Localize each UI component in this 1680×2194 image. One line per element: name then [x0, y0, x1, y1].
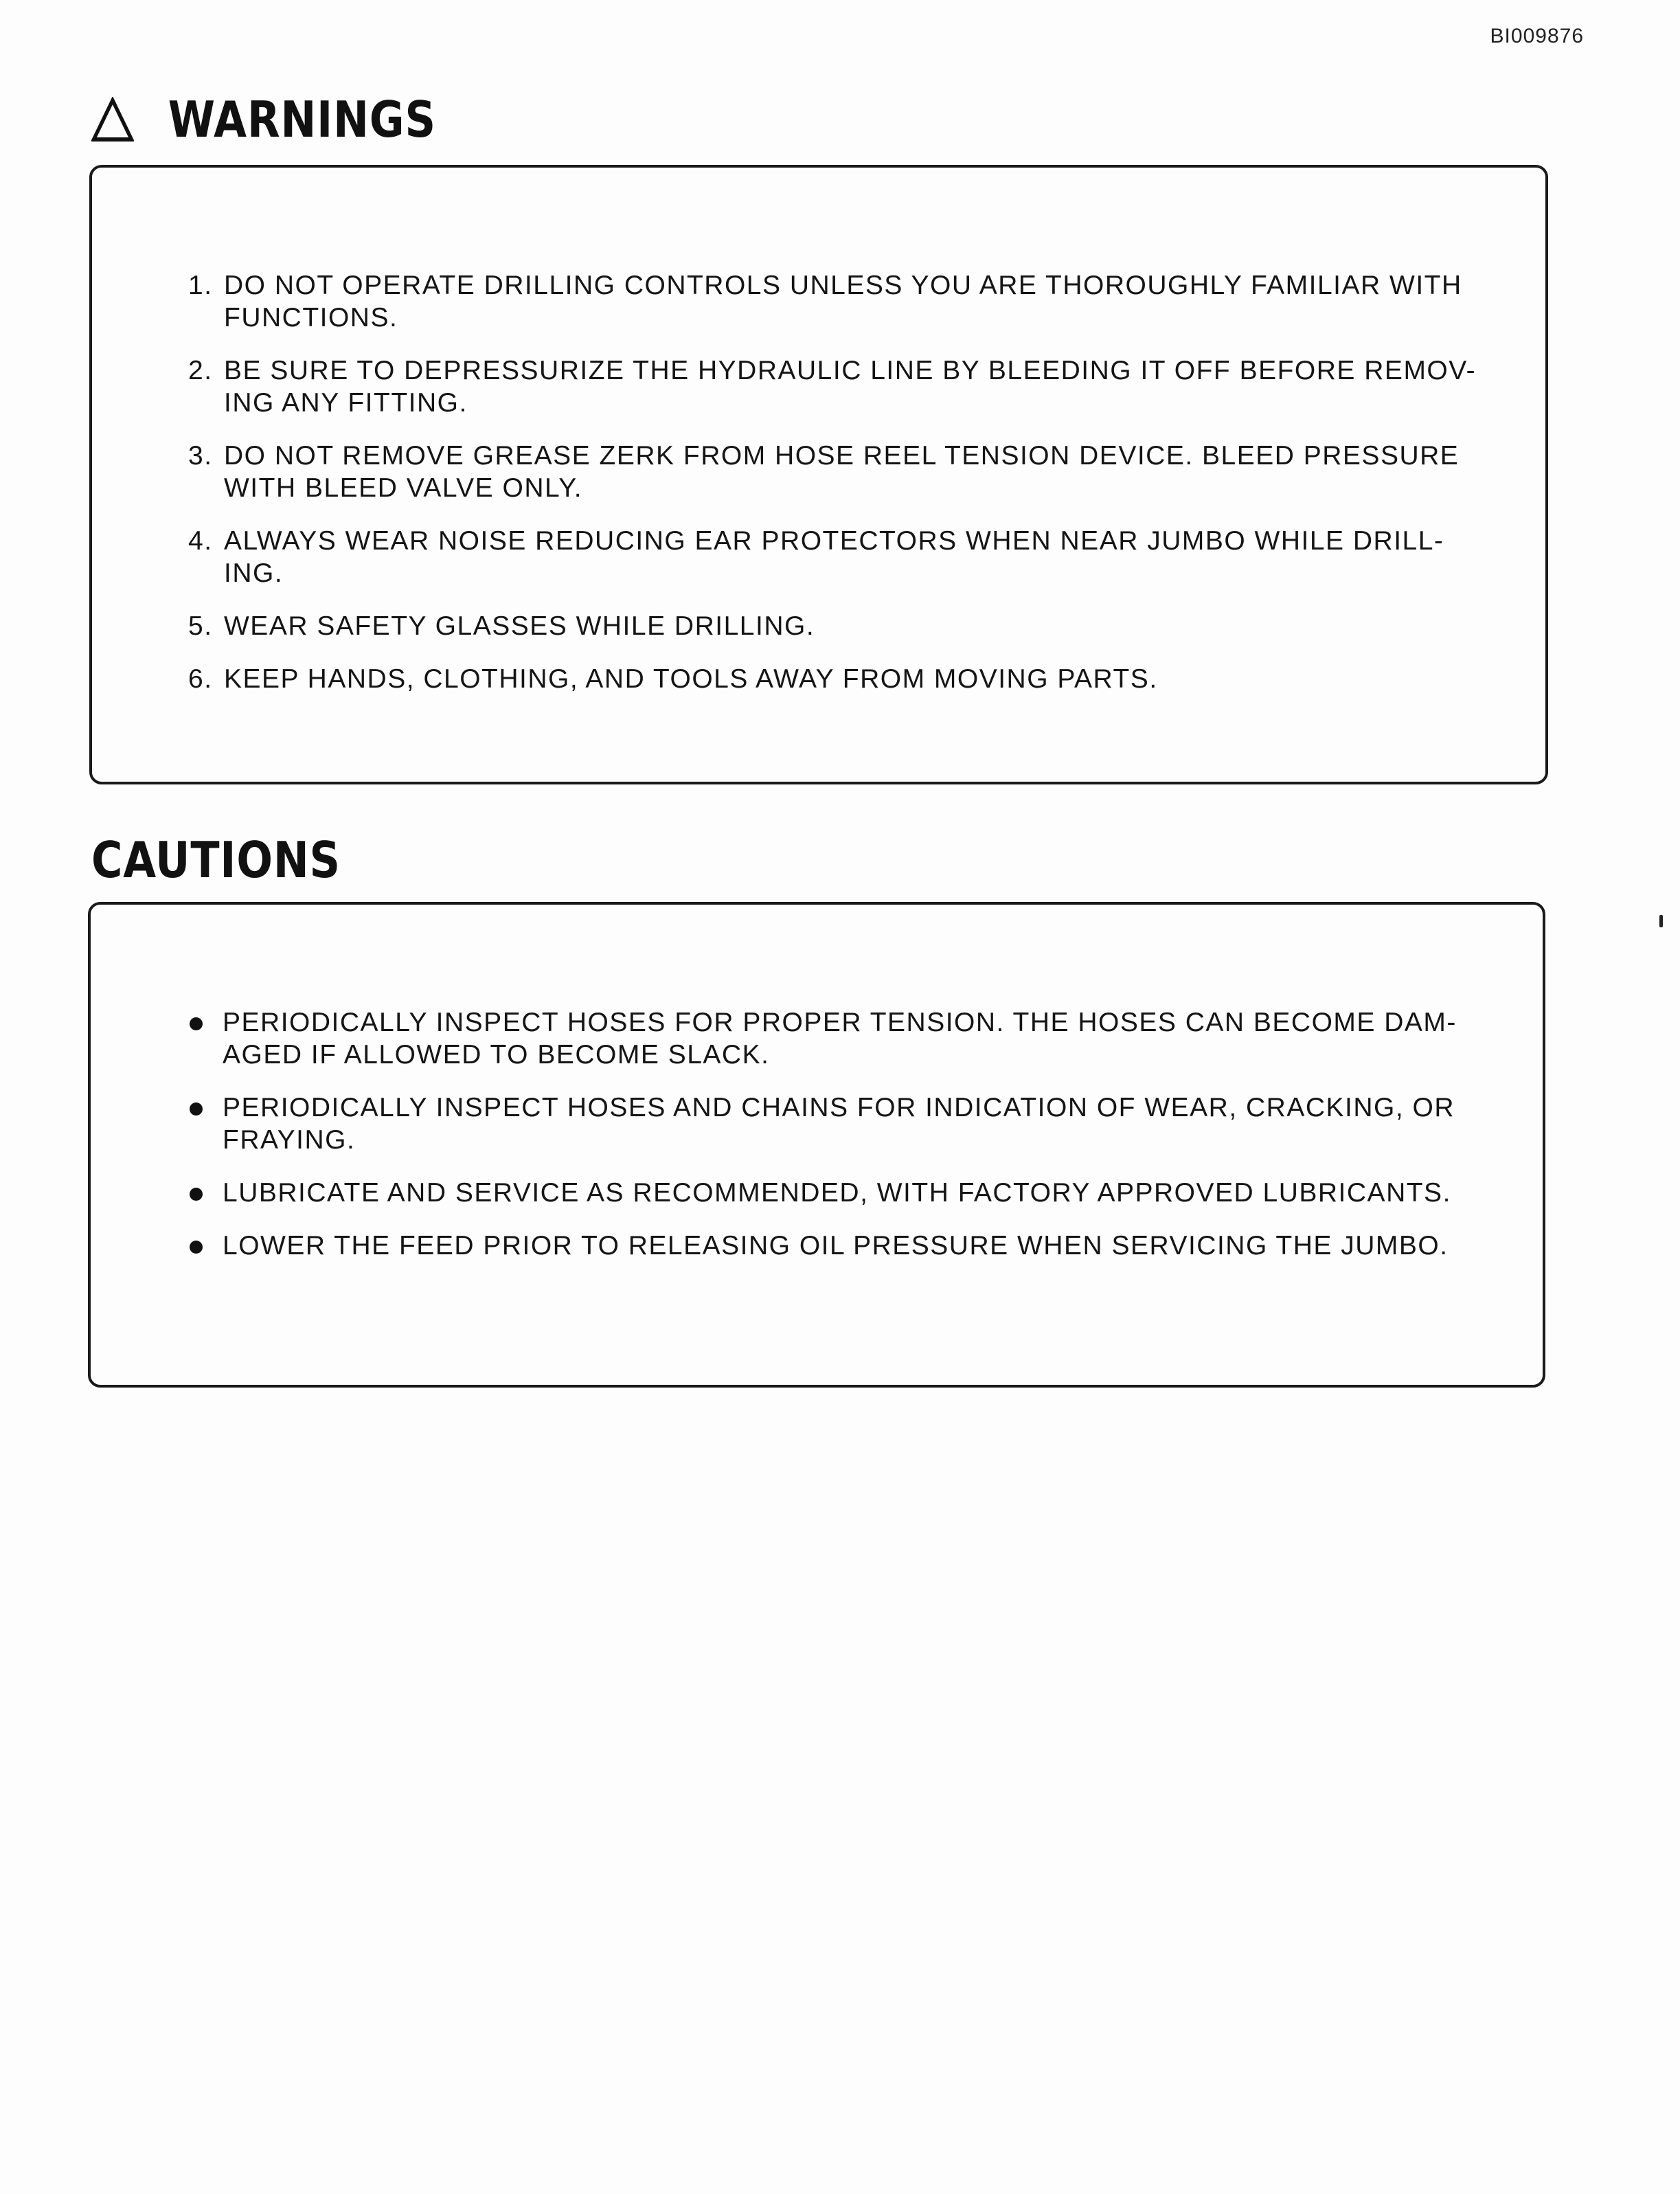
- warning-item: [188, 269, 1477, 334]
- document-id: BI009876: [1490, 25, 1584, 47]
- warning-item-number: 1.: [188, 271, 213, 300]
- warning-triangle-icon: [91, 97, 134, 142]
- cautions-heading-text: CAUTIONS: [91, 831, 341, 889]
- warning-item-number: 2.: [188, 356, 213, 385]
- warning-item-number: 4.: [188, 526, 213, 556]
- caution-item: [187, 1230, 1474, 1262]
- warning-item-text: DO NOT OPERATE DRILLING CONTROLS UNLESS YOU ARE THOROUGHLY FAMILIAR WITH FUNCTIONS.: [224, 271, 1462, 332]
- warning-item-number: 6.: [188, 664, 213, 694]
- scan-artifact-mark: [1659, 915, 1663, 927]
- warning-item-text: KEEP HANDS, CLOTHING, AND TOOLS AWAY FROM MOVING PARTS.: [224, 664, 1158, 694]
- warning-item: [188, 610, 1477, 642]
- warning-item-text: ALWAYS WEAR NOISE REDUCING EAR PROTECTORS WHEN NEAR JUMBO WHILE DRILL-ING.: [224, 526, 1444, 588]
- bullet-icon: [190, 1188, 203, 1201]
- bullet-icon: [190, 1017, 203, 1030]
- caution-item-text: LUBRICATE AND SERVICE AS RECOMMENDED, WITH FACTORY APPROVED LUBRICANTS.: [223, 1178, 1451, 1208]
- warnings-heading-text: WARNINGS: [168, 91, 436, 148]
- caution-item-text: LOWER THE FEED PRIOR TO RELEASING OIL PRESSURE WHEN SERVICING THE JUMBO.: [223, 1231, 1449, 1260]
- warning-item-text: DO NOT REMOVE GREASE ZERK FROM HOSE REEL TENSION DEVICE. BLEED PRESSURE WITH BLEED VALVE ONLY.: [224, 441, 1460, 503]
- warnings-list: [188, 269, 1477, 716]
- warning-item-number: 3.: [188, 441, 213, 471]
- warning-item: [188, 440, 1477, 504]
- warning-item: [188, 525, 1477, 589]
- caution-item: [187, 1006, 1474, 1071]
- caution-item-text: PERIODICALLY INSPECT HOSES AND CHAINS FOR INDICATION OF WEAR, CRACKING, OR FRAYING.: [223, 1093, 1455, 1155]
- warnings-heading: [91, 91, 436, 148]
- bullet-icon: [190, 1241, 203, 1254]
- cautions-box: [88, 902, 1545, 1388]
- warning-item: [188, 354, 1477, 419]
- warning-item: [188, 663, 1477, 695]
- cautions-heading: [91, 831, 341, 889]
- warnings-box: [89, 165, 1548, 784]
- cautions-list: [187, 1006, 1474, 1282]
- caution-item-text: PERIODICALLY INSPECT HOSES FOR PROPER TENSION. THE HOSES CAN BECOME DAM-AGED IF ALLOWED TO BECOME SLACK.: [223, 1008, 1457, 1070]
- warning-item-text: BE SURE TO DEPRESSURIZE THE HYDRAULIC LINE BY BLEEDING IT OFF BEFORE REMOV-ING ANY FITTING.: [224, 356, 1477, 418]
- warning-item-text: WEAR SAFETY GLASSES WHILE DRILLING.: [224, 611, 815, 641]
- warning-item-number: 5.: [188, 611, 213, 641]
- caution-item: [187, 1092, 1474, 1156]
- caution-item: [187, 1177, 1474, 1209]
- bullet-icon: [190, 1102, 203, 1116]
